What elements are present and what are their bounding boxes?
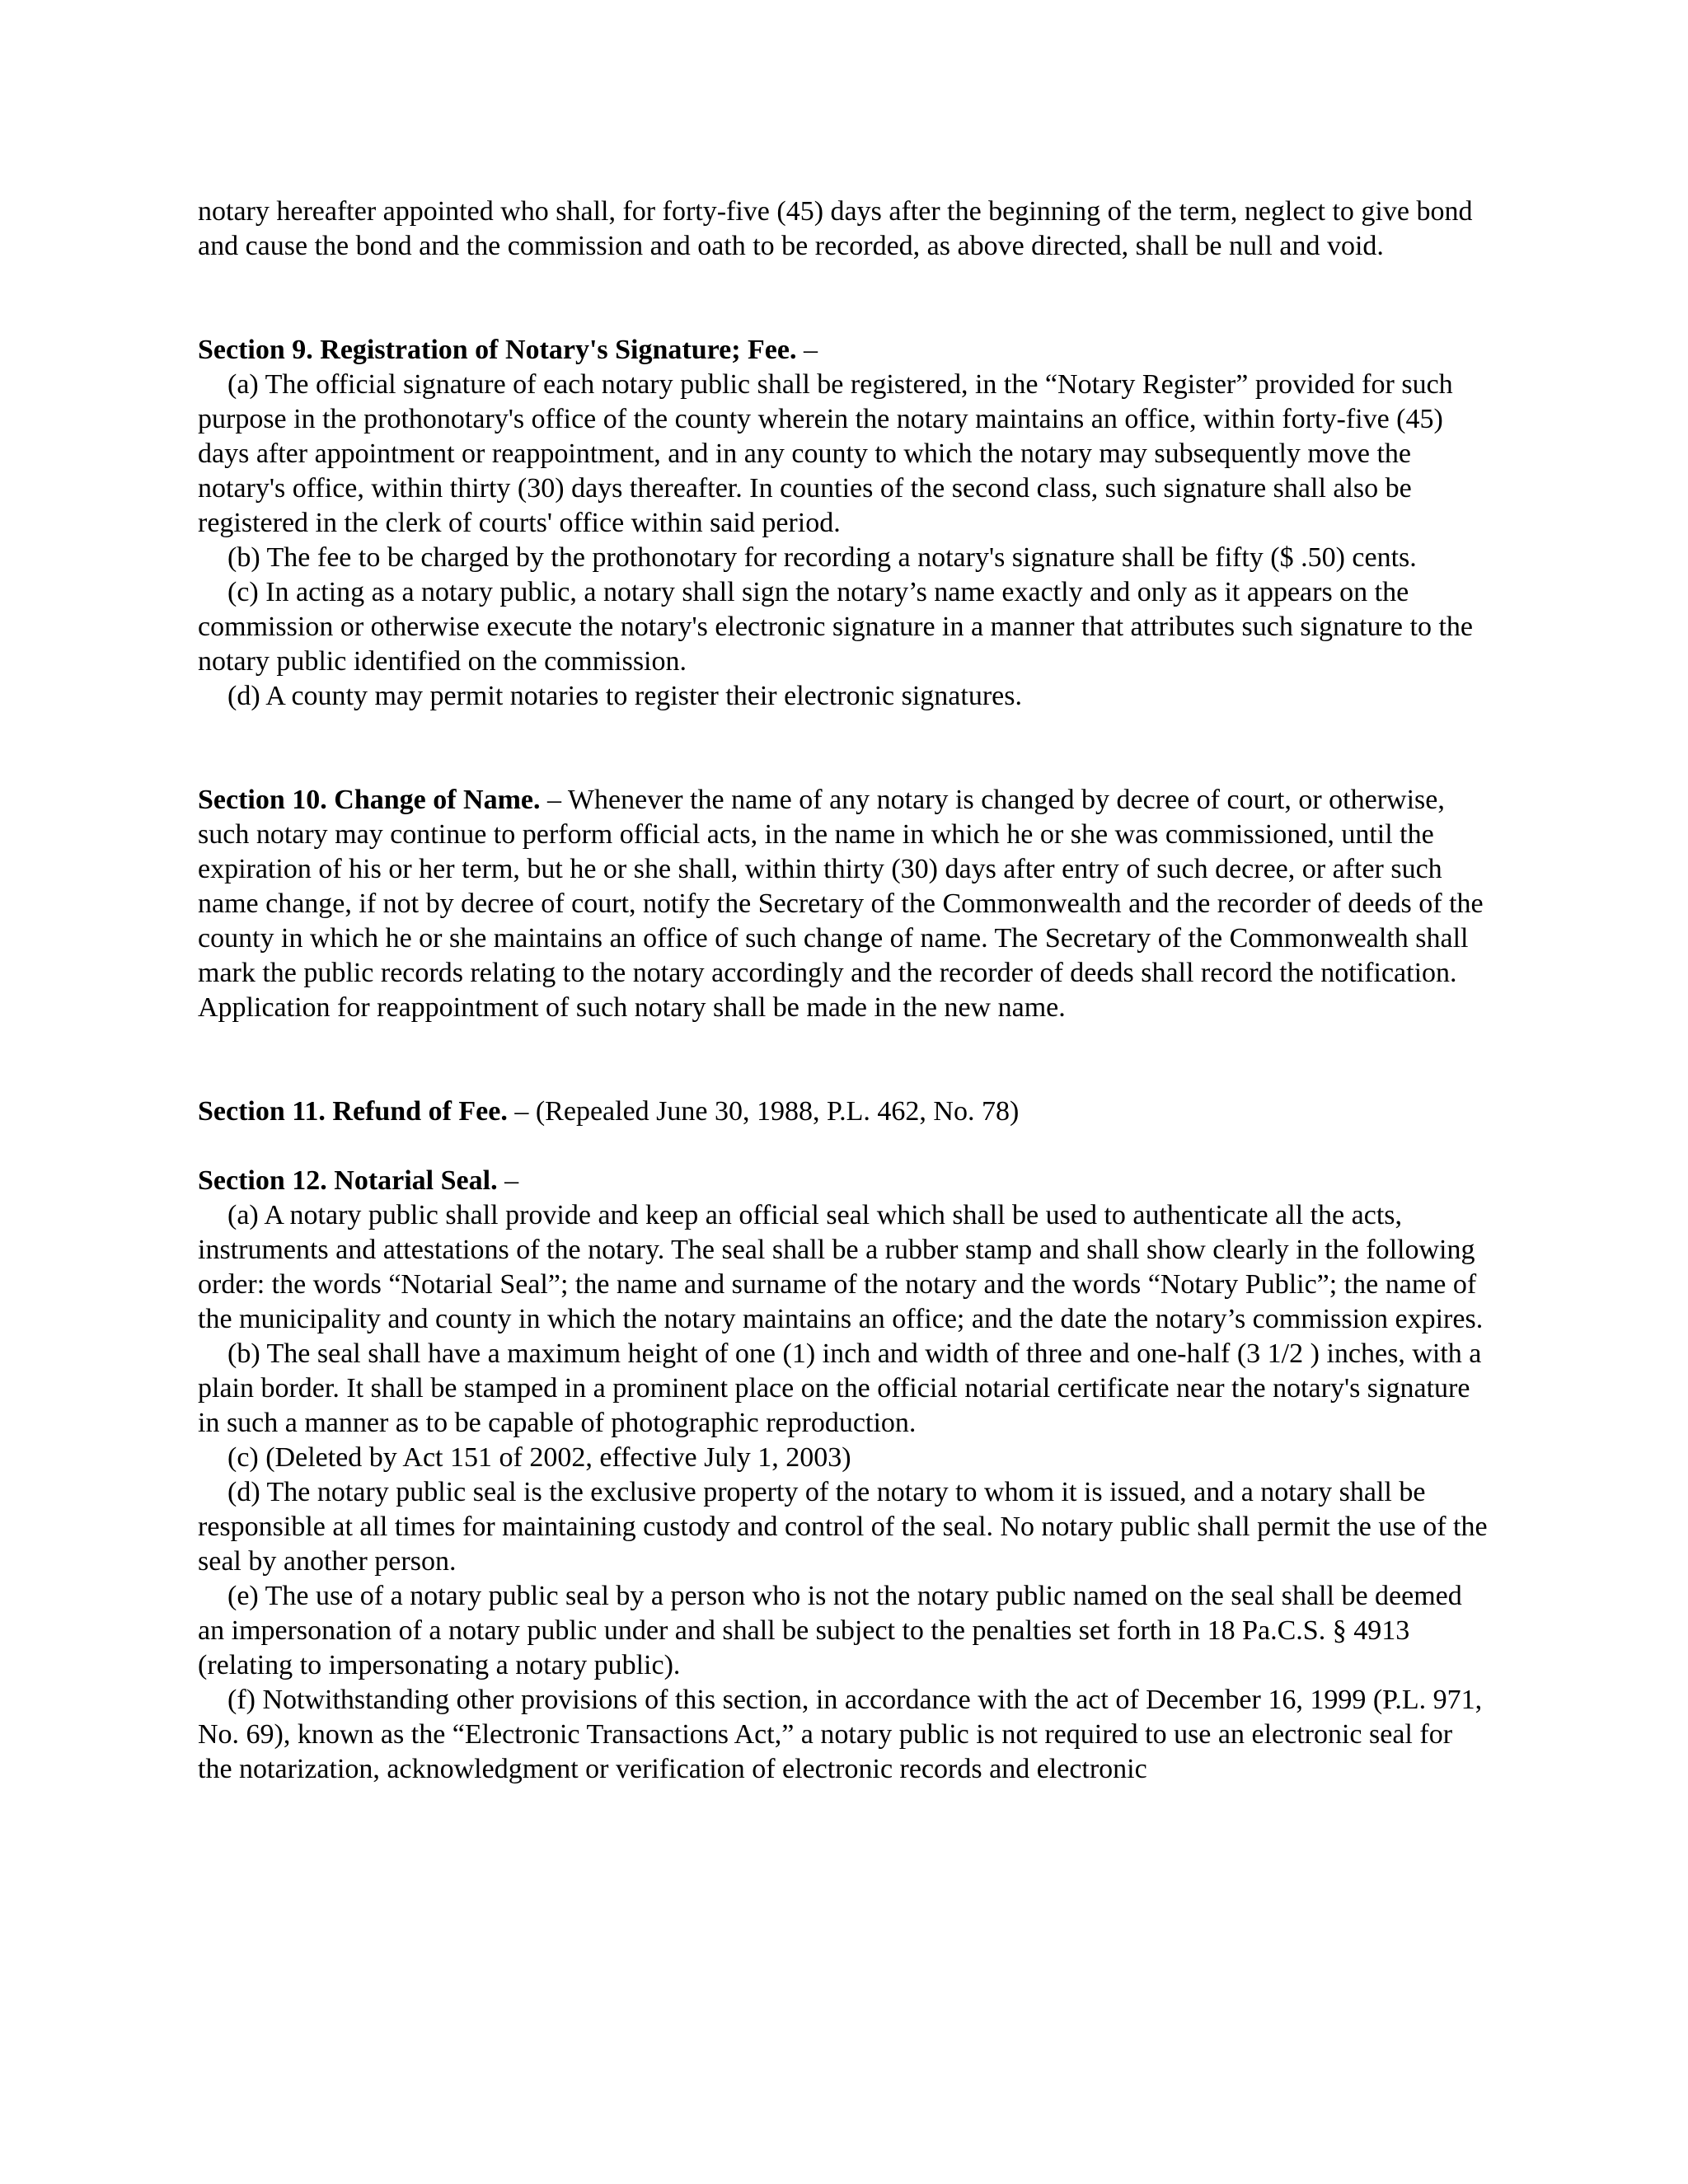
section-12-paragraph-c: (c) (Deleted by Act 151 of 2002, effective July 1, 2003) — [227, 1442, 851, 1473]
section-9-paragraph-b: (b) The fee to be charged by the prothonotary for recording a notary's signature shall be fifty ($ .50) cents. — [227, 542, 1417, 573]
section-9-title: Section 9. Registration of Notary's Signature; Fee. — [198, 335, 797, 365]
section-9-heading — [198, 333, 1492, 368]
section-9-paragraph-d: (d) A county may permit notaries to register their electronic signatures. — [227, 681, 1022, 711]
section-11 — [198, 1094, 1492, 1129]
section-12-paragraph-e: (e) The use of a notary public seal by a person who is not the notary public named on the seal shall be deemed an impersonation of a notary public under and shall be subject to the penalties set forth in 18 Pa.C.S. § 4913 (relating to impersonating a notary public). — [198, 1581, 1462, 1680]
intro-paragraph: notary hereafter appointed who shall, for forty-five (45) days after the beginning of the term, neglect to give bond and cause the bond and the commission and oath to be recorded, as above directed, shall be null and void. — [198, 196, 1473, 261]
section-10-paragraph — [198, 783, 1492, 1025]
section-11-paragraph — [198, 1094, 1492, 1129]
section-11-title: Section 11. Refund of Fee. — [198, 1096, 508, 1127]
section-12-paragraph-a: (a) A notary public shall provide and keep an official seal which shall be used to authenticate all the acts, instruments and attestations of the notary. The seal shall be a rubber stamp and shall show clearly in the following order: the words “Notarial Seal”; the name and surname of the notary and the words “Notary Public”; the name of the municipality and county in which the notary maintains an office; and the date the notary’s commission expires. — [198, 1200, 1484, 1334]
section-9-paragraph-a: (a) The official signature of each notary public shall be registered, in the “Notary Register” provided for such purpose in the prothonotary's office of the county wherein the notary maintains an office, within forty-five (45) days after appointment or reappointment, and in any county to which the notary may subsequently move the notary's office, within thirty (30) days thereafter. In counties of the second class, such signature shall also be registered in the clerk of courts' office within said period. — [198, 369, 1453, 538]
section-12-paragraph-b: (b) The seal shall have a maximum height of one (1) inch and width of three and one-half (3 1/2 ) inches, with a plain border. It shall be stamped in a prominent place on the official notarial certificate near the notary's signature in such a manner as to be capable of photographic reproduction. — [198, 1338, 1482, 1438]
section-12 — [198, 1164, 1492, 1787]
section-9 — [198, 333, 1492, 714]
section-10-body: – Whenever the name of any notary is changed by decree of court, or otherwise, such notary may continue to perform official acts, in the name in which he or she was commissioned, until the expiration of his or her term, but he or she shall, within thirty (30) days after entry of such decree, or after such name change, if not by decree of court, notify the Secretary of the Commonwealth and the recorder of deeds of the county in which he or she maintains an office of such change of name. The Secretary of the Commonwealth shall mark the public records relating to the notary accordingly and the recorder of deeds shall record the notification. Application for reappointment of such notary shall be made in the new name. — [198, 785, 1484, 1023]
section-12-paragraph-f: (f) Notwithstanding other provisions of this section, in accordance with the act of December 16, 1999 (P.L. 971, No. 69), known as the “Electronic Transactions Act,” a notary public is not required to use an electronic seal for the notarization, acknowledgment or verification of electronic records and electronic — [198, 1685, 1483, 1784]
section-10 — [198, 783, 1492, 1025]
section-12-paragraph-d: (d) The notary public seal is the exclusive property of the notary to whom it is issued, and a notary shall be responsible at all times for maintaining custody and control of the seal. No notary public shall permit the use of the seal by another person. — [198, 1477, 1488, 1577]
section-12-dash: – — [497, 1165, 519, 1196]
section-12-title: Section 12. Notarial Seal. — [198, 1165, 498, 1196]
section-12-heading — [198, 1164, 1492, 1198]
section-10-title: Section 10. Change of Name. — [198, 785, 541, 815]
document-page — [198, 194, 1492, 1787]
section-11-body: – (Repealed June 30, 1988, P.L. 462, No. 78) — [507, 1096, 1020, 1127]
section-9-dash: – — [796, 335, 818, 365]
section-9-paragraph-c: (c) In acting as a notary public, a notary shall sign the notary’s name exactly and only as it appears on the commission or otherwise execute the notary's electronic signature in a manner that attributes such signature to the notary public identified on the commission. — [198, 577, 1473, 677]
